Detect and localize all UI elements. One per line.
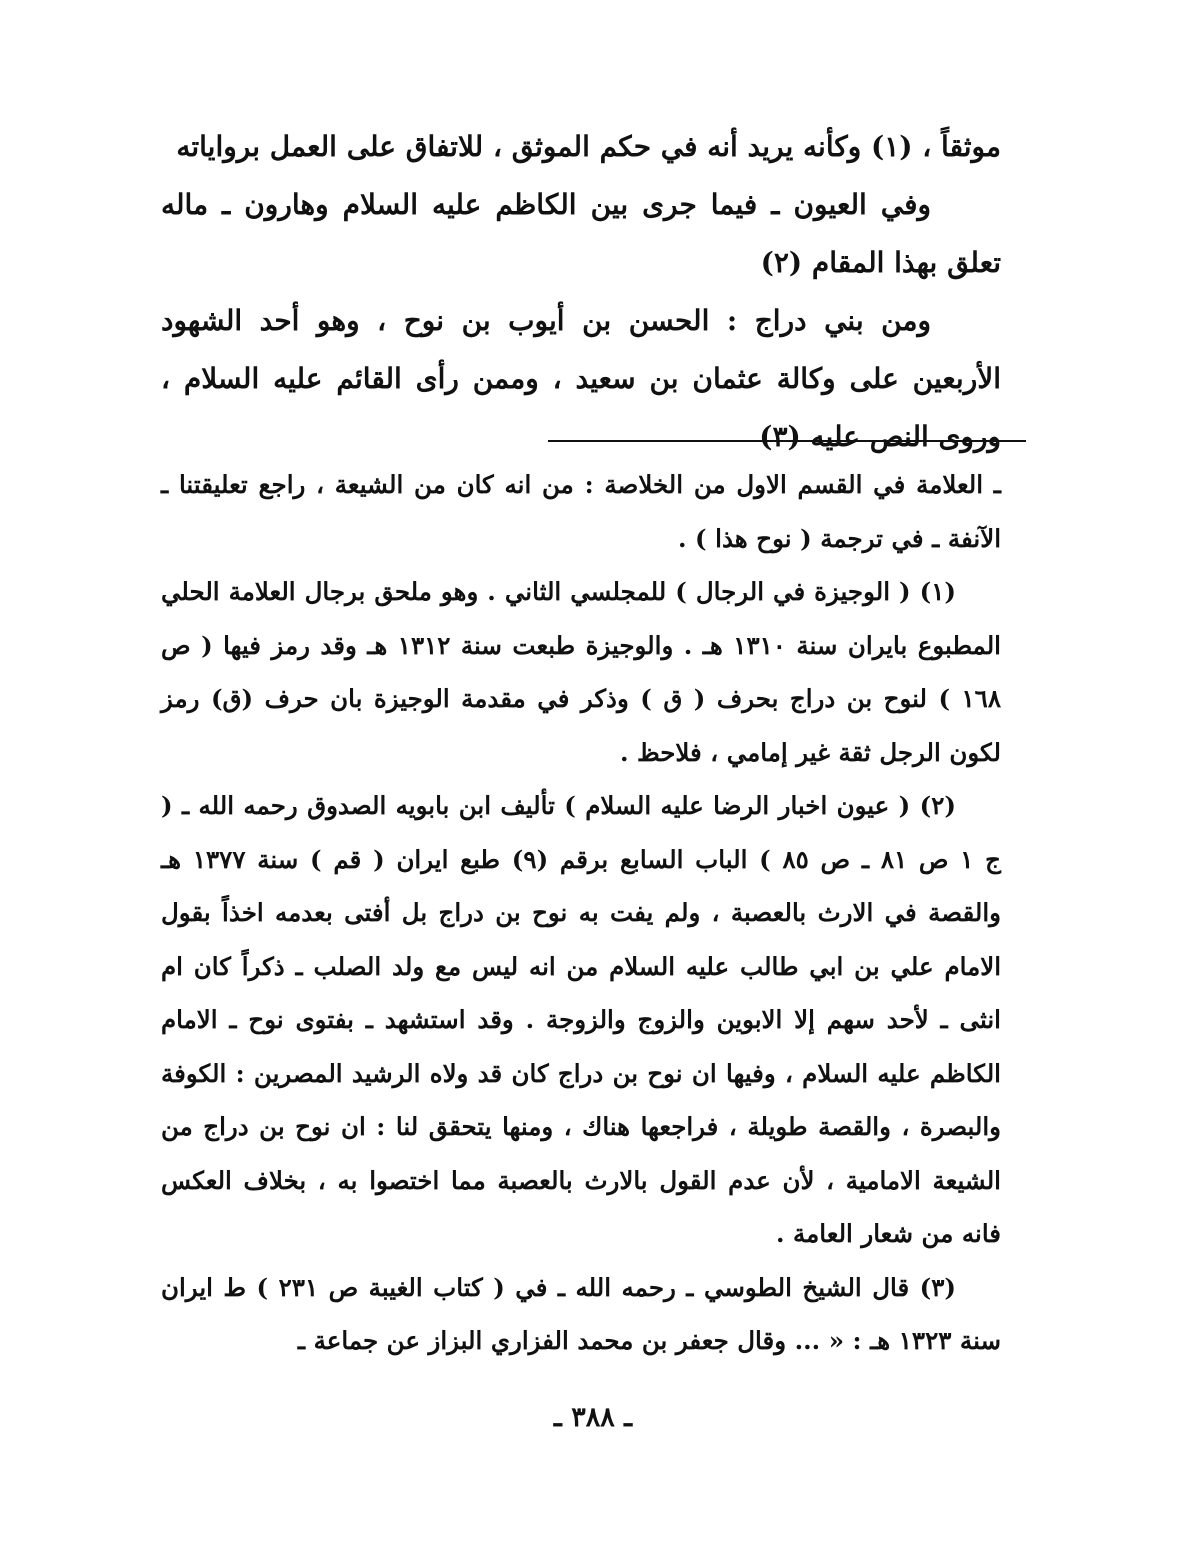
body-paragraph: وفي العيون ـ فيما جرى بين الكاظم عليه السلام وهارون ـ ماله تعلق بهذا المقام (٢) [161,188,1001,279]
footnote-3: (٣) قال الشيخ الطوسي ـ رحمه الله ـ في ( كتاب الغيبة ص ٢٣١ ) ط ايران سنة ١٣٢٣ هـ : « ... وقال جعفر بن محمد الفزاري البزاز عن جماعة ـ [161,1272,1001,1355]
body-paragraph: ومن بني دراج : الحسن بن أيوب بن نوح ، وهو أحد الشهود الأربعين على وكالة عثمان بن سعيد ، وممن رأى القائم عليه السلام ، وروى النص عليه (٣) [161,304,1001,453]
footnote-1: (١) ( الوجيزة في الرجال ) للمجلسي الثاني . وهو ملحق برجال العلامة الحلي المطبوع بايران سنة ١٣١٠ هـ . والوجيزة طبعت سنة ١٣١٢ هـ وقد رمز فيها ( ص ١٦٨ ) لنوح بن دراج بحرف ( ق ) وذكر في مقدمة الوجيزة بان حرف (ق) رمز لكون الرجل ثقة غير إمامي ، فلاحظ . [161,577,1001,767]
footnote-2: (٢) ( عيون اخبار الرضا عليه السلام ) تأليف ابن بابويه الصدوق رحمه الله ـ ( ج ١ ص ٨١ ـ ص ٨٥ ) الباب السابع برقم (٩) طبع ايران ( قم ) سنة ١٣٧٧ هـ والقصة في الارث بالعصبة ، ولم يفت به نوح بن دراج بل أفتى بعدمه اخذاً بقول الامام علي بن ابي طالب عليه السلام من انه ليس مع ولد الصلب ـ ذكراً كان ام انثى ـ لأحد سهم إلا الابوين والزوج والزوجة . وقد استشهد ـ بفتوى نوح ـ الامام الكاظم عليه السلام ، وفيها ان نوح بن دراج كان قد ولاه الرشيد المصرين : الكوفة والبصرة ، والقصة طويلة ، فراجعها هناك ، ومنها يتحقق لنا : ان نوح بن دراج من الشيعة الامامية ، لأن عدم القول بالارث بالعصبة مما اختصوا به ، بخلاف العكس فانه من شعار العامة . [161,791,1001,1248]
footnote-separator [548,440,1026,442]
footnotes [161,458,1001,1368]
footnote-continuation: ـ العلامة في القسم الاول من الخلاصة : من انه كان من الشيعة ، راجع تعليقتنا ـ الآنفة ـ في ترجمة ( نوح هذا ) . [161,470,1001,553]
main-text [161,118,1001,466]
page-number: ـ ٣٨٨ ـ [553,1402,633,1433]
body-paragraph: موثقاً ، (١) وكأنه يريد أنه في حكم الموثق ، للاتفاق على العمل برواياته [176,130,1001,163]
